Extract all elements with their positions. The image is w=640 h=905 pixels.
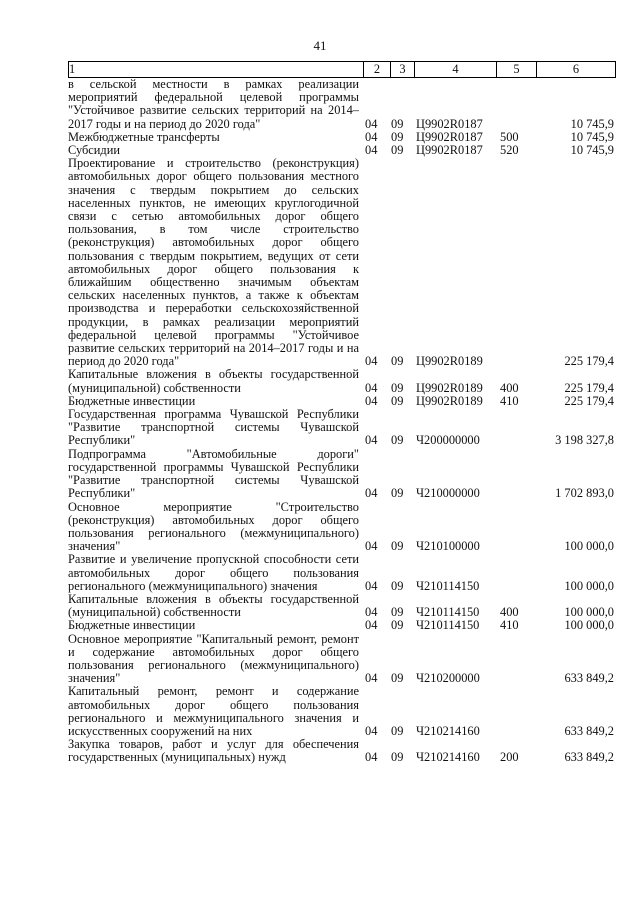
row-amount: 10 745,9	[570, 143, 614, 158]
row-target-code: Ц9902R0187	[416, 116, 483, 131]
row-amount: 633 849,2	[564, 671, 614, 686]
row-section: 04	[365, 750, 378, 765]
row-section: 04	[365, 129, 378, 144]
table-body	[68, 78, 616, 765]
row-target-code: Ч210114150	[416, 618, 480, 633]
row-subsection: 09	[391, 433, 404, 448]
row-target-code: Ч200000000	[416, 433, 480, 448]
row-subsection: 09	[391, 605, 404, 620]
row-section: 04	[365, 354, 378, 369]
row-expense-type: 400	[500, 605, 519, 620]
table-row	[68, 448, 616, 501]
row-description: в сельской местности в рамках реализации мероприятий федеральной целевой программы "Устойчивое развитие сельских территорий на 2014–2017 годы и на период до 2020 года"	[68, 77, 359, 131]
row-section: 04	[365, 380, 378, 395]
row-subsection: 09	[391, 393, 404, 408]
row-subsection: 09	[391, 116, 404, 131]
row-target-code: Ч210214160	[416, 723, 480, 738]
table-row	[68, 368, 616, 394]
row-description: Субсидии	[68, 143, 120, 158]
row-subsection: 09	[391, 723, 404, 738]
row-expense-type: 520	[500, 143, 519, 158]
table-row	[68, 633, 616, 686]
row-subsection: 09	[391, 143, 404, 158]
page-number: 41	[313, 38, 327, 53]
row-section: 04	[365, 393, 378, 408]
row-target-code: Ц9902R0189	[416, 354, 483, 369]
row-section: 04	[365, 618, 378, 633]
row-amount: 100 000,0	[564, 605, 614, 620]
row-description: Основное мероприятие "Капитальный ремонт, ремонт и содержание автомобильных дорог общего пользования регионального (межмуниципального) значения"	[68, 631, 359, 686]
row-expense-type: 410	[500, 393, 519, 408]
row-description: Капитальные вложения в объекты государственной (муниципальной) собственности	[68, 591, 359, 620]
row-amount: 3 198 327,8	[555, 433, 614, 448]
table-row	[68, 553, 616, 593]
row-section: 04	[365, 143, 378, 158]
table-header	[68, 61, 616, 78]
row-subsection: 09	[391, 618, 404, 633]
header-col-3: 3	[390, 62, 414, 77]
table-row	[68, 78, 616, 131]
row-subsection: 09	[391, 354, 404, 369]
row-subsection: 09	[391, 750, 404, 765]
header-col-1: 1	[68, 62, 363, 77]
row-description: Развитие и увеличение пропускной способности сети автомобильных дорог общего пользования регионального (межмуниципального) значения	[68, 552, 359, 593]
table-row	[68, 685, 616, 738]
row-amount: 100 000,0	[564, 539, 614, 554]
row-description: Подпрограмма "Автомобильные дороги" государственной программы Чувашской Республики "Развитие транспортной системы Чувашской Республики"	[68, 446, 359, 501]
budget-table	[68, 61, 616, 765]
row-amount: 10 745,9	[570, 129, 614, 144]
row-target-code: Ч210114150	[416, 605, 480, 620]
row-description: Бюджетные инвестиции	[68, 393, 196, 408]
row-target-code: Ц9902R0187	[416, 129, 483, 144]
row-target-code: Ч210000000	[416, 486, 480, 501]
row-section: 04	[365, 486, 378, 501]
row-subsection: 09	[391, 129, 404, 144]
table-row	[68, 593, 616, 619]
row-amount: 633 849,2	[564, 750, 614, 765]
row-amount: 633 849,2	[564, 723, 614, 738]
row-target-code: Ч210100000	[416, 539, 480, 554]
row-target-code: Ц9902R0189	[416, 380, 483, 395]
row-subsection: 09	[391, 380, 404, 395]
row-amount: 100 000,0	[564, 618, 614, 633]
row-description: Основное мероприятие "Строительство (реконструкция) автомобильных дорог общего пользования регионального (межмуниципального) значения"	[68, 499, 359, 554]
row-target-code: Ч210200000	[416, 671, 480, 686]
row-section: 04	[365, 671, 378, 686]
row-expense-type: 200	[500, 750, 519, 765]
table-row	[68, 131, 616, 144]
row-expense-type: 500	[500, 129, 519, 144]
row-amount: 225 179,4	[564, 380, 614, 395]
row-amount: 225 179,4	[564, 393, 614, 408]
row-description: Межбюджетные трансферты	[68, 129, 220, 144]
table-row	[68, 501, 616, 554]
row-amount: 100 000,0	[564, 578, 614, 593]
row-section: 04	[365, 116, 378, 131]
row-amount: 10 745,9	[570, 116, 614, 131]
row-description: Капитальный ремонт, ремонт и содержание автомобильных дорог общего пользования регионального и межмуниципального значения и искусственных сооружений на них	[68, 684, 359, 738]
row-description: Проектирование и строительство (реконструкция) автомобильных дорог общего пользования местного значения с твердым покрытием до сельских населенных пунктов, не имеющих круглогодичной связи с сетью автомобильных дорог общего пользования, в том числе строительство (реконструкция) автомобильных дорог общего пользования с твердым покрытием, ведущих от сети автомобильных дорог общего пользования к ближайшим общественно значимым объектам сельских населенных пунктов, а также к объектам производства и переработки сельскохозяйственной продукции, в рамках реализации мероприятий федеральной целевой программы "Устойчивое развитие сельских территорий на 2014–2017 годы и на период до 2020 года"	[68, 156, 359, 369]
row-target-code: Ч210114150	[416, 578, 480, 593]
row-subsection: 09	[391, 486, 404, 501]
table-row	[68, 738, 616, 764]
row-description: Закупка товаров, работ и услуг для обеспечения государственных (муниципальных) нужд	[68, 737, 359, 765]
row-section: 04	[365, 723, 378, 738]
row-subsection: 09	[391, 671, 404, 686]
table-row	[68, 619, 616, 632]
row-section: 04	[365, 578, 378, 593]
row-description: Государственная программа Чувашской Республики "Развитие транспортной системы Чувашской Республики"	[68, 407, 359, 448]
table-row	[68, 157, 616, 368]
row-expense-type: 400	[500, 380, 519, 395]
row-section: 04	[365, 433, 378, 448]
row-target-code: Ц9902R0189	[416, 393, 483, 408]
header-col-2: 2	[363, 62, 390, 77]
row-description: Капитальные вложения в объекты государственной (муниципальной) собственности	[68, 367, 359, 395]
row-section: 04	[365, 605, 378, 620]
row-target-code: Ч210214160	[416, 750, 480, 765]
row-description: Бюджетные инвестиции	[68, 618, 196, 633]
table-row	[68, 408, 616, 448]
row-amount: 225 179,4	[564, 354, 614, 369]
row-expense-type: 410	[500, 618, 519, 633]
header-col-6: 6	[536, 62, 616, 77]
row-subsection: 09	[391, 578, 404, 593]
header-col-4: 4	[414, 62, 496, 77]
row-subsection: 09	[391, 539, 404, 554]
row-amount: 1 702 893,0	[555, 486, 614, 501]
row-target-code: Ц9902R0187	[416, 143, 483, 158]
row-section: 04	[365, 539, 378, 554]
header-col-5: 5	[496, 62, 536, 77]
